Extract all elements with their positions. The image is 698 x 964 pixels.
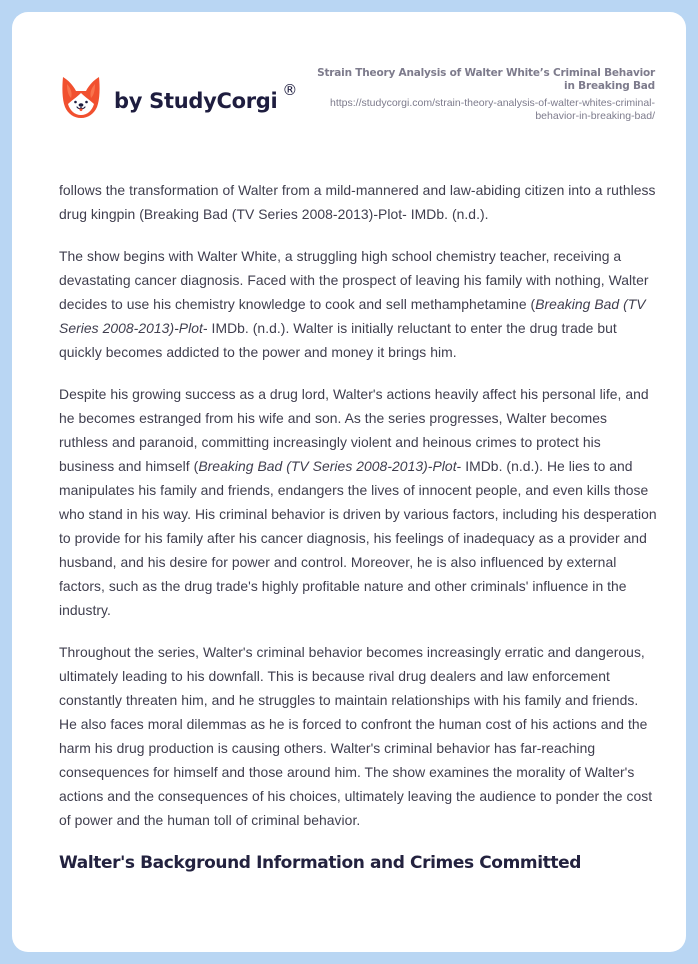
paragraph-text: - IMDb. (n.d.). He lies to and manipulates his family and friends, endangers the lives of innocent people, and even kills those who stand in his way. His criminal behavior is driven by various factors, including his desperation to provide for his family after his cancer diagnosis, his feelings of inadequacy as a provider and husband, and his desire for power and control. Moreover, he is also influenced by external factors, such as the drug trade's highly profitable nature and other criminals' influence in the industry. [59, 458, 657, 618]
paragraph-text: follows the transformation of Walter from a mild-mannered and law-abiding citizen into a ruthless drug kingpin (Breaking Bad (TV Series 2008-2013)-Plot- IMDb. (n.d.). [59, 182, 656, 222]
registered-mark: ® [282, 81, 298, 99]
citation-title: Breaking Bad (TV Series 2008-2013)-Plot [59, 296, 646, 336]
section-heading: Walter's Background Information and Crimes Committed [59, 853, 581, 873]
paragraph-4 [59, 640, 659, 832]
paragraph-text: Despite his growing success as a drug lord, Walter's actions heavily affect his personal life, and he becomes estranged from his wife and son. As the series progresses, Walter becomes ruthless and paranoid, committing increasingly violent and heinous crimes to protect his business and himself ( [59, 386, 649, 474]
citation-title: Breaking Bad (TV Series 2008-2013)-Plot [198, 458, 457, 474]
document-page [12, 12, 686, 952]
paragraph-3 [59, 382, 659, 622]
article-body [59, 178, 659, 875]
document-info [315, 67, 655, 123]
paragraph-text: The show begins with Walter White, a struggling high school chemistry teacher, receiving a devastating cancer diagnosis. Faced with the prospect of leaving his family with nothing, Walter decides to use his chemistry knowledge to cook and sell methamphetamine ( [59, 248, 649, 312]
paragraph-2 [59, 244, 659, 364]
studycorgi-logo[interactable] [60, 75, 297, 119]
brand-name: by StudyCorgi [114, 89, 278, 113]
paragraph-text: - IMDb. (n.d.). Walter is initially reluctant to enter the drug trade but quickly becomes addicted to the power and money it brings him. [59, 320, 617, 360]
corgi-icon [60, 75, 102, 119]
document-title: Strain Theory Analysis of Walter White’s Criminal Behavior in Breaking Bad [317, 67, 655, 92]
paragraph-1 [59, 178, 659, 226]
paragraph-text: Throughout the series, Walter's criminal behavior becomes increasingly erratic and dangerous, ultimately leading to his downfall. This is because rival drug dealers and law enforcement constantly threaten him, and he struggles to maintain relationships with his family and friends. He also faces moral dilemmas as he is forced to confront the human cost of his actions and the harm his drug production is causing others. Walter's criminal behavior has far-reaching consequences for himself and those around him. The show examines the morality of Walter's actions and the consequences of his choices, ultimately leaving the audience to ponder the cost of power and the human toll of criminal behavior. [59, 644, 653, 828]
document-url[interactable]: https://studycorgi.com/strain-theory-analysis-of-walter-whites-criminal-behavior-in-breaking-bad/ [329, 97, 655, 122]
page-header [12, 12, 686, 162]
